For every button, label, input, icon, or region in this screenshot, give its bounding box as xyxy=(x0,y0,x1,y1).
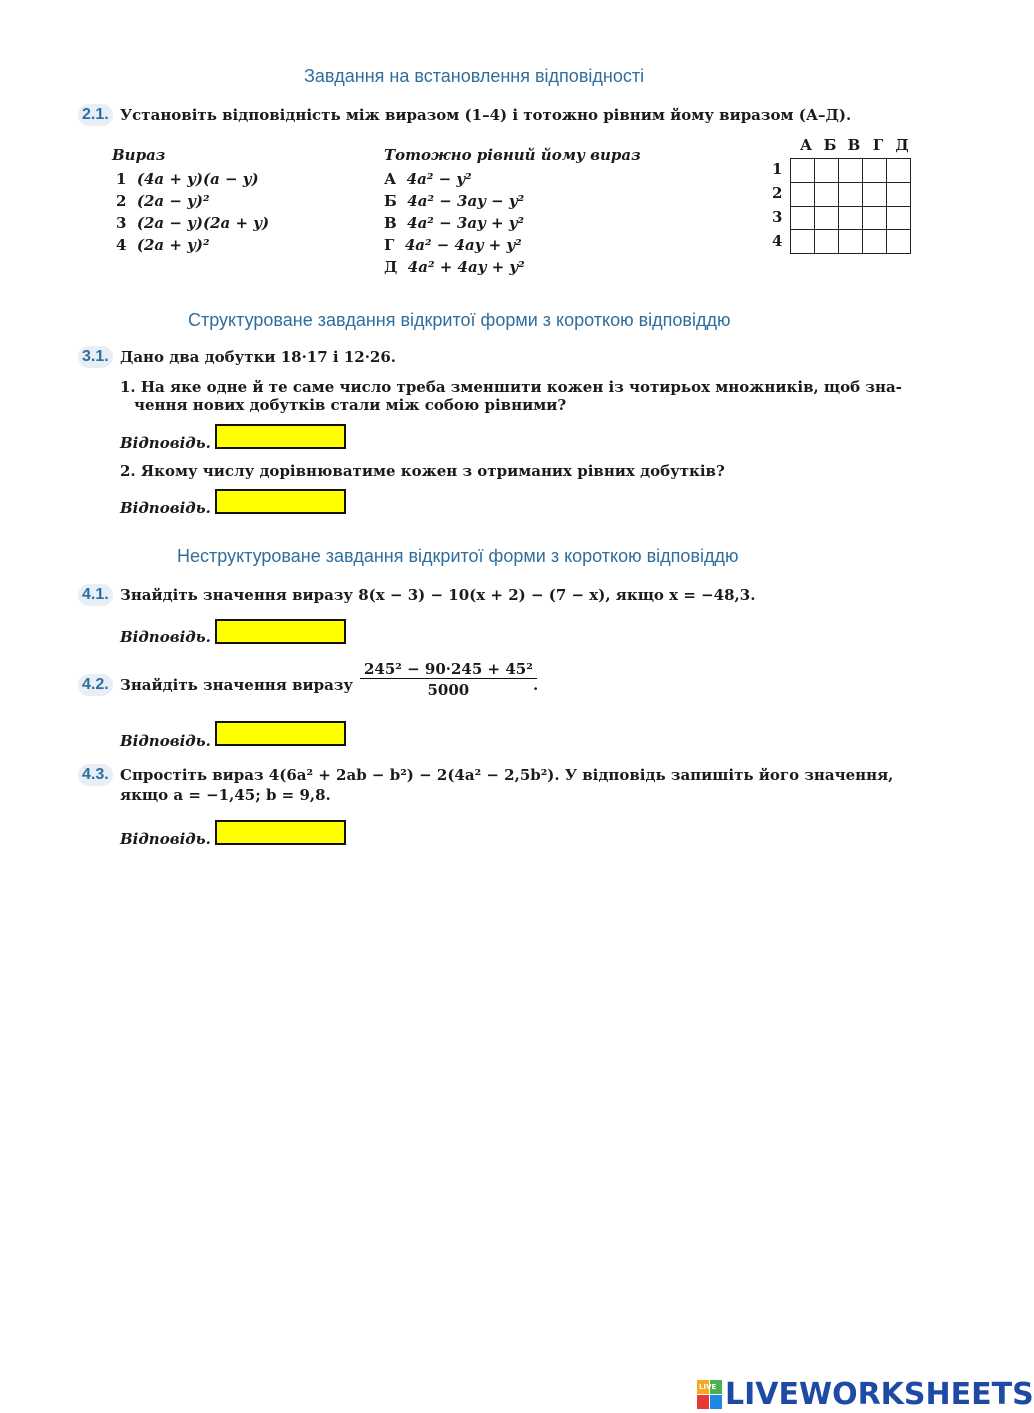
task-3-1-text: Дано два добутки 18·17 і 12·26. xyxy=(120,348,397,366)
answer-input-4-1[interactable] xyxy=(215,619,346,644)
right-item: Б 4a² − 3ay − y² xyxy=(384,192,525,210)
left-item: 1 (4a + y)(a − y) xyxy=(116,170,259,188)
fraction xyxy=(360,660,537,699)
section-title-matching: Завдання на встановлення відповідності xyxy=(304,66,645,86)
fraction-denominator: 5000 xyxy=(360,678,537,699)
liveworksheets-logo xyxy=(697,1377,1034,1412)
grid-row-labels xyxy=(772,158,790,254)
section-title-unstructured: Неструктуроване завдання відкритої форми з короткою відповіддю xyxy=(177,546,739,566)
logo-text: LIVEWORKSHEETS xyxy=(725,1377,1034,1412)
grid-col-label: В xyxy=(847,136,861,154)
answer-label: Відповідь. xyxy=(120,732,211,750)
grid-cells xyxy=(790,158,911,254)
task-3-1-q1-line1: 1. На яке одне й те саме число треба зменшити кожен із чотирьох множників, щоб зна- xyxy=(120,378,902,396)
task-4-3-line2: якщо a = −1,45; b = 9,8. xyxy=(120,786,331,804)
grid-cell[interactable] xyxy=(815,230,839,254)
left-expression-list xyxy=(116,170,269,258)
fraction-numerator: 245² − 90·245 + 45² xyxy=(364,660,533,678)
grid-cell[interactable] xyxy=(839,182,863,206)
grid-cell[interactable] xyxy=(791,230,815,254)
task-number-2-1: 2.1. xyxy=(78,104,113,126)
task-3-1-q1-line2: чення нових добутків стали між собою рівними? xyxy=(134,396,567,414)
grid-row-label: 1 xyxy=(772,160,783,178)
answer-input-3-1-1[interactable] xyxy=(215,424,346,449)
grid-cell[interactable] xyxy=(791,159,815,183)
grid-col-label: Б xyxy=(823,136,837,154)
right-item: Г 4a² − 4ay + y² xyxy=(384,236,522,254)
grid-cell[interactable] xyxy=(839,206,863,230)
logo-icon-letters: LIVE xyxy=(699,1383,717,1391)
grid-cell[interactable] xyxy=(791,206,815,230)
grid-cell[interactable] xyxy=(863,206,887,230)
grid-col-label: Г xyxy=(872,136,884,154)
grid-cell[interactable] xyxy=(839,159,863,183)
answer-input-4-2[interactable] xyxy=(215,721,346,746)
left-item: 2 (2a − y)² xyxy=(116,192,210,210)
grid-cell[interactable] xyxy=(863,159,887,183)
answer-input-3-1-2[interactable] xyxy=(215,489,346,514)
answer-input-4-3[interactable] xyxy=(215,820,346,845)
left-item: 4 (2a + y)² xyxy=(116,236,210,254)
grid-cell[interactable] xyxy=(863,230,887,254)
answer-grid xyxy=(772,136,914,254)
task-4-1-text: Знайдіть значення виразу 8(x − 3) − 10(x + 2) − (7 − x), якщо x = −48,3. xyxy=(120,586,756,604)
grid-row-label: 2 xyxy=(772,184,783,202)
grid-header xyxy=(794,136,914,158)
left-column-header: Вираз xyxy=(112,146,166,164)
task-4-3-line1: Спростіть вираз 4(6a² + 2ab − b²) − 2(4a² − 2,5b²). У відповідь запишіть його значення, xyxy=(120,766,894,784)
answer-label: Відповідь. xyxy=(120,434,211,452)
section-title-structured: Структуроване завдання відкритої форми з короткою відповіддю xyxy=(188,310,731,330)
answer-label: Відповідь. xyxy=(120,628,211,646)
right-expression-list xyxy=(384,170,525,280)
grid-cell[interactable] xyxy=(791,182,815,206)
grid-cell[interactable] xyxy=(815,182,839,206)
grid-cell[interactable] xyxy=(887,206,911,230)
grid-row-label: 4 xyxy=(772,232,783,250)
grid-cell[interactable] xyxy=(887,230,911,254)
right-column-header: Тотожно рівний йому вираз xyxy=(384,146,641,164)
right-item: Д 4a² + 4ay + y² xyxy=(384,258,525,276)
answer-label: Відповідь. xyxy=(120,499,211,517)
task-4-2-text: Знайдіть значення виразу xyxy=(120,676,354,694)
task-number-3-1: 3.1. xyxy=(78,346,113,368)
task-number-4-3: 4.3. xyxy=(78,764,113,786)
task-2-1-text: Установіть відповідність між виразом (1–4) і тотожно рівним йому виразом (А–Д). xyxy=(120,106,852,124)
left-item: 3 (2a − y)(2a + y) xyxy=(116,214,270,232)
grid-row-label: 3 xyxy=(772,208,783,226)
grid-cell[interactable] xyxy=(815,159,839,183)
grid-cell[interactable] xyxy=(839,230,863,254)
task-3-1-q2: 2. Якому числу дорівнюватиме кожен з отриманих рівних добутків? xyxy=(120,462,725,480)
grid-cell[interactable] xyxy=(863,182,887,206)
fraction-tail: . xyxy=(533,676,539,694)
right-item: В 4a² − 3ay + y² xyxy=(384,214,525,232)
answer-label: Відповідь. xyxy=(120,830,211,848)
grid-col-label: А xyxy=(799,136,813,154)
grid-cell[interactable] xyxy=(815,206,839,230)
task-number-4-2: 4.2. xyxy=(78,674,113,696)
grid-cell[interactable] xyxy=(887,159,911,183)
grid-cell[interactable] xyxy=(887,182,911,206)
right-item: А 4a² − y² xyxy=(384,170,472,188)
grid-col-label: Д xyxy=(895,136,909,154)
task-number-4-1: 4.1. xyxy=(78,584,113,606)
